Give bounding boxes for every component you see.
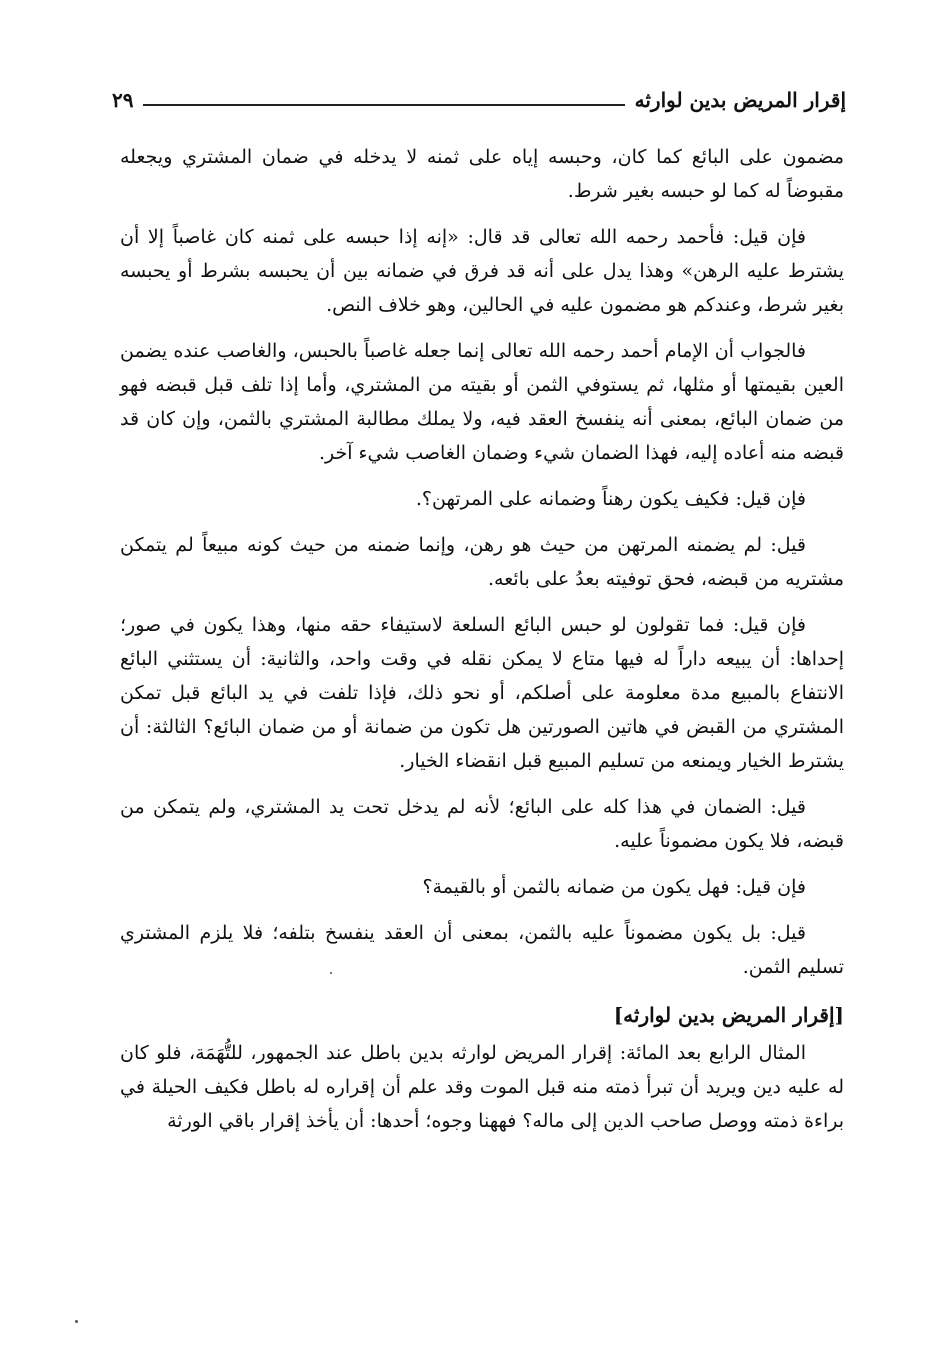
section-heading: [إقرار المريض بدين لوارثه] [613, 1003, 844, 1027]
paragraph-1: مضمون على البائع كما كان، وحبسه إياه على ثمنه لا يدخله في ضمان المشتري ويجعله مقبوضاً له كما لو حبسه بغير شرط. [120, 146, 844, 202]
paragraph-3: فالجواب أن الإمام أحمد رحمه الله تعالى إنما جعله غاصباً بالحبس، والغاصب عنده يضمن العين بقيمتها أو مثلها، ثم يستوفي الثمن أو بقيته من المشتري، وأما إذا تلف قبل قبضه فهو من ضمان البائع، بمعنى أنه ينفسخ العقد فيه، ولا يملك مطالبة المشتري بالثمن، وإن كان قد قبضه منه أعاده إليه، فهذا الضمان شيء وضمان الغاصب شيء آخر. [120, 340, 844, 464]
page-header [112, 80, 846, 120]
paragraph-7: قيل: الضمان في هذا كله على البائع؛ لأنه لم يدخل تحت يد المشتري، ولم يتمكن من قبضه، فلا يكون مضموناً عليه. [120, 796, 844, 852]
header-rule [143, 104, 624, 106]
paragraph-8: فإن قيل: فهل يكون من ضمانه بالثمن أو بالقيمة؟ [422, 876, 806, 898]
paragraph-9: قيل: بل يكون مضموناً عليه بالثمن، بمعنى أن العقد ينفسخ بتلفه؛ فلا يلزم المشتري تسليم الثمن. [120, 922, 844, 978]
paragraph-6: فإن قيل: فما تقولون لو حبس البائع السلعة لاستيفاء حقه منها، وهذا يكون في صور؛ إحداها: أن يبيعه داراً له فيها متاع لا يمكن نقله في وقت واحد، والثانية: أن يستثني البائع الانتفاع بالمبيع مدة معلومة على أصلكم، أو نحو ذلك، فإذا تلفت في يد البائع قبل تمكن المشتري من القبض في هاتين الصورتين هل تكون من ضمانة أو من ضمان البائع؟ الثالثة: أن يشترط الخيار ويمنعه من تسليم المبيع قبل انقضاء الخيار. [120, 614, 844, 772]
scan-speck [75, 1320, 78, 1323]
page-number: ٢٩ [112, 88, 134, 112]
running-title: إقرار المريض بدين لوارثه [634, 88, 846, 112]
paragraph-5: قيل: لم يضمنه المرتهن من حيث هو رهن، وإنما ضمنه من حيث كونه مبيعاً لم يتمكن مشتريه من قبضه، فحق توفيته بعدُ على بائعه. [120, 534, 844, 590]
body-text [120, 140, 844, 1150]
scan-speck [330, 972, 332, 974]
paragraph-2: فإن قيل: فأحمد رحمه الله تعالى قد قال: «إنه إذا حبسه على ثمنه كان غاصباً إلا أن يشترط عليه الرهن» وهذا يدل على أنه قد فرق في ضمانه بين أن يحبسه بشرط أو يحبسه بغير شرط، وعندكم هو مضمون عليه في الحالين، وهو خلاف النص. [120, 226, 844, 316]
paragraph-4: فإن قيل: فكيف يكون رهناً وضمانه على المرتهن؟. [415, 488, 806, 510]
section-paragraph: المثال الرابع بعد المائة: إقرار المريض لوارثه بدين باطل عند الجمهور، للتُّهَمَة، فلو كان له عليه دين ويريد أن تبرأ ذمته منه قبل الموت وقد علم أن إقراره له باطل فكيف الحيلة في براءة ذمته ووصل صاحب الدين إلى ماله؟ فههنا وجوه؛ أحدها: أن يأخذ إقرار باقي الورثة [120, 1042, 844, 1132]
